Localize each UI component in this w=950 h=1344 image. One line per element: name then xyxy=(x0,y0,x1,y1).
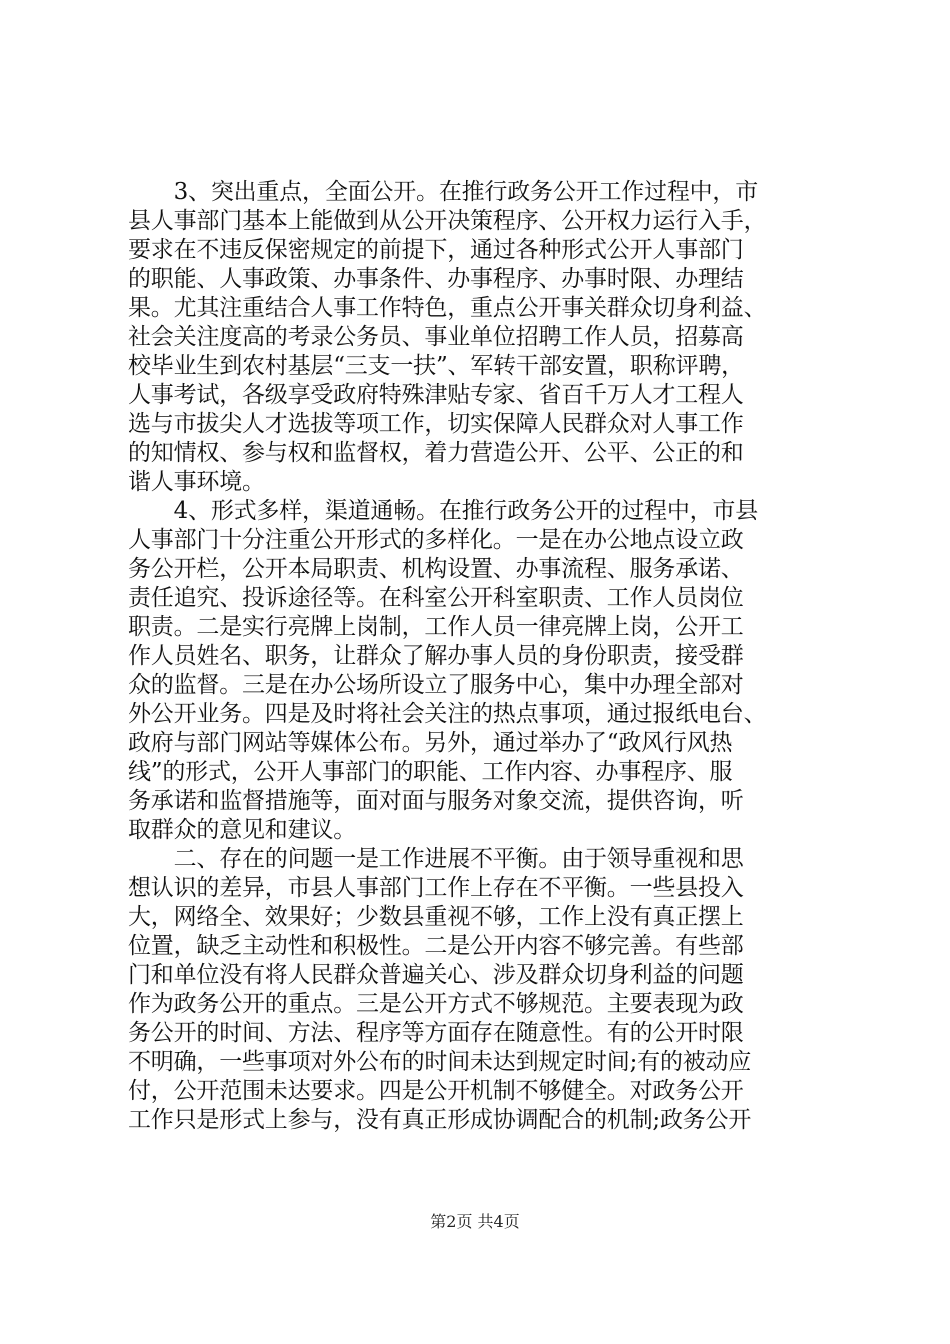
text-line: 大，网络全、效果好；少数县重视不够，工作上没有真正摆上 xyxy=(128,904,744,930)
text-line: 人事部门十分注重公开形式的多样化。一是在办公地点设立政 xyxy=(128,527,744,553)
text-line: 3、突出重点，全面公开。在推行政务公开工作过程中，市 xyxy=(128,179,759,205)
text-line: 社会关注度高的考录公务员、事业单位招聘工作人员，招募高 xyxy=(128,324,744,350)
text-line: 政府与部门网站等媒体公布。另外，通过举办了“政风行风热 xyxy=(128,730,733,756)
text-line: 位置，缺乏主动性和积极性。二是公开内容不够完善。有些部 xyxy=(128,933,744,959)
text-line: 众的监督。三是在办公场所设立了服务中心，集中办理全部对 xyxy=(128,672,744,698)
text-line: 取群众的意见和建议。 xyxy=(128,817,357,843)
text-line: 务公开的时间、方法、程序等方面存在随意性。有的公开时限 xyxy=(128,1020,744,1046)
text-line: 二、存在的问题一是工作进展不平衡。由于领导重视和思 xyxy=(128,846,744,872)
text-line: 务公开栏，公开本局职责、机构设置、办事流程、服务承诺、 xyxy=(128,556,744,582)
text-line: 谐人事环境。 xyxy=(128,469,265,495)
text-line: 作为政务公开的重点。三是公开方式不够规范。主要表现为政 xyxy=(128,991,744,1017)
text-line: 县人事部门基本上能做到从公开决策程序、公开权力运行入手， xyxy=(128,208,767,234)
text-line: 不明确，一些事项对外公布的时间未达到规定时间;有的被动应 xyxy=(128,1049,752,1075)
text-line: 外公开业务。四是及时将社会关注的热点事项，通过报纸电台、 xyxy=(128,701,767,727)
body-text xyxy=(128,178,828,1135)
text-line: 人事考试，各级享受政府特殊津贴专家、省百千万人才工程人 xyxy=(128,382,744,408)
page-number-footer: 第2页 共4页 xyxy=(430,1212,520,1231)
text-line: 门和单位没有将人民群众普遍关心、涉及群众切身利益的问题 xyxy=(128,962,744,988)
text-line: 责任追究、投诉途径等。在科室公开科室职责、工作人员岗位 xyxy=(128,585,744,611)
text-line: 校毕业生到农村基层“三支一扶”、军转干部安置，职称评聘， xyxy=(128,353,744,379)
text-line: 果。尤其注重结合人事工作特色，重点公开事关群众切身利益、 xyxy=(128,295,767,321)
text-line: 的知情权、参与权和监督权，着力营造公开、公平、公正的和 xyxy=(128,440,744,466)
text-line: 付，公开范围未达要求。四是公开机制不够健全。对政务公开 xyxy=(128,1078,744,1104)
text-line: 选与市拔尖人才选拔等项工作，切实保障人民群众对人事工作 xyxy=(128,411,744,437)
text-line: 工作只是形式上参与，没有真正形成协调配合的机制;政务公开 xyxy=(128,1107,752,1133)
text-line: 务承诺和监督措施等，面对面与服务对象交流，提供咨询，听 xyxy=(128,788,744,814)
text-line: 的职能、人事政策、办事条件、办事程序、办事时限、办理结 xyxy=(128,266,744,292)
text-line: 线”的形式，公开人事部门的职能、工作内容、办事程序、服 xyxy=(128,759,733,785)
text-line: 要求在不违反保密规定的前提下，通过各种形式公开人事部门 xyxy=(128,237,744,263)
text-line: 想认识的差异，市县人事部门工作上存在不平衡。一些县投入 xyxy=(128,875,744,901)
text-line: 4、形式多样，渠道通畅。在推行政务公开的过程中，市县 xyxy=(128,498,759,524)
text-line: 作人员姓名、职务，让群众了解办事人员的身份职责，接受群 xyxy=(128,643,744,669)
text-line: 职责。二是实行亮牌上岗制，工作人员一律亮牌上岗，公开工 xyxy=(128,614,744,640)
